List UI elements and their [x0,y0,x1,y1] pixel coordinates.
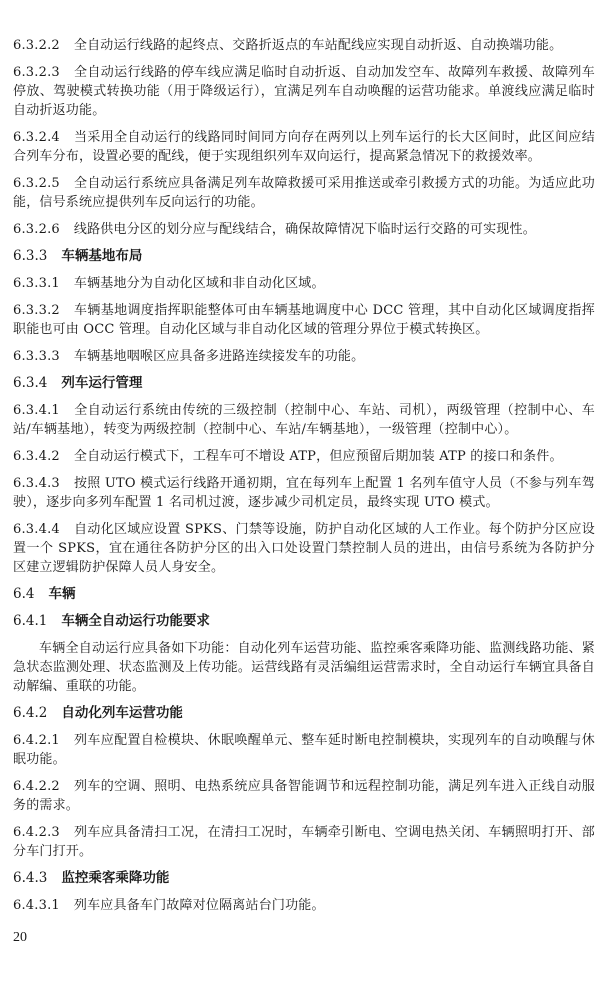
clause-6-3-2-3: 6.3.2.3 全自动运行线路的停车线应满足临时自动折返、自动加发空车、故障列车救援、故障列车停放、驾驶模式转换功能（用于降级运行），宜满足列车自动唤醒的运营功能求。单渡线应满足临时自动折返功能。 [13,65,595,118]
clause-6-4-2-3: 6.4.2.3 列车应具备清扫工况，在清扫工况时，车辆牵引断电、空调电热关闭、车辆照明打开、部分车门打开。 [13,825,595,859]
clause-6-3-4-1: 6.3.4.1 全自动运行系统由传统的三级控制（控制中心、车站、司机），两级管理（控制中心、车站/车辆基地），转变为两级控制（控制中心、车站/车辆基地），一级管理（控制中心）。 [13,403,595,437]
section-heading-6-4-1: 6.4.1 车辆全自动运行功能要求 [13,613,210,629]
clause-6-3-2-4: 6.3.2.4 当采用全自动运行的线路同时间同方向存在两列以上列车运行的长大区间时，此区间应结合列车分布，设置必要的配线，便于实现组织列车双向运行，提高紧急情况下的救援效率。 [13,130,595,164]
clause-6-3-2-5: 6.3.2.5 全自动运行系统应具备满足列车故障救援可采用推送或牵引救援方式的功能。为适应此功能，信号系统应提供列车反向运行的功能。 [13,176,595,210]
clause-6-3-3-3: 6.3.3.3 车辆基地咽喉区应具备多进路连续接发车的功能。 [13,349,365,364]
page-number: 20 [13,930,27,945]
clause-6-3-4-4: 6.3.4.4 自动化区域应设置 SPKS、门禁等设施，防护自动化区域的人工作业。每个防护分区应设置一个 SPKS，宜在通往各防护分区的出入口处设置门禁控制人员的进出，由信号系统为各防护分区建立逻辑防护保障人员人身安全。 [13,522,595,575]
section-heading-6-3-3: 6.3.3 车辆基地布局 [13,248,143,264]
clause-6-4-3-1: 6.4.3.1 列车应具备车门故障对位隔离站台门功能。 [13,898,325,913]
clause-6-3-2-6: 6.3.2.6 线路供电分区的划分应与配线结合，确保故障情况下临时运行交路的可实现性。 [13,222,536,237]
section-heading-6-4-2: 6.4.2 自动化列车运营功能 [13,705,183,721]
clause-6-3-2-2: 6.3.2.2 全自动运行线路的起终点、交路折返点的车站配线应实现自动折返、自动换端功能。 [13,38,563,53]
clause-6-3-3-1: 6.3.3.1 车辆基地分为自动化区域和非自动化区域。 [13,276,325,291]
section-heading-6-3-4: 6.3.4 列车运行管理 [13,375,143,391]
paragraph-6-4-1-body: 车辆全自动运行应具备如下功能：自动化列车运营功能、监控乘客乘降功能、监测线路功能、紧急状态监测处理、状态监测及上传功能。运营线路有灵活编组运营需求时，全自动运行车辆宜具备自动解编、重联的功能。 [13,641,595,694]
clause-6-3-4-2: 6.3.4.2 全自动运行模式下，工程车可不增设 ATP，但应预留后期加装 ATP 的接口和条件。 [13,449,563,464]
clause-6-3-4-3: 6.3.4.3 按照 UTO 模式运行线路开通初期，宜在每列车上配置 1 名列车值守人员（不参与列车驾驶），逐步向多列车配置 1 名司机过渡，逐步减少司机定员，最终实现 UTO 模式。 [13,476,595,510]
clause-6-3-3-2: 6.3.3.2 车辆基地调度指挥职能整体可由车辆基地调度中心 DCC 管理，其中自动化区域调度指挥职能也可由 OCC 管理。自动化区域与非自动化区域的管理分界位于模式转换区。 [13,303,595,337]
clause-6-4-2-1: 6.4.2.1 列车应配置自检模块、休眠唤醒单元、整车延时断电控制模块，实现列车的自动唤醒与休眠功能。 [13,733,595,767]
section-heading-6-4-3: 6.4.3 监控乘客乘降功能 [13,870,170,886]
section-heading-6-4: 6.4 车辆 [13,586,76,602]
clause-6-4-2-2: 6.4.2.2 列车的空调、照明、电热系统应具备智能调节和远程控制功能，满足列车进入正线自动服务的需求。 [13,779,595,813]
